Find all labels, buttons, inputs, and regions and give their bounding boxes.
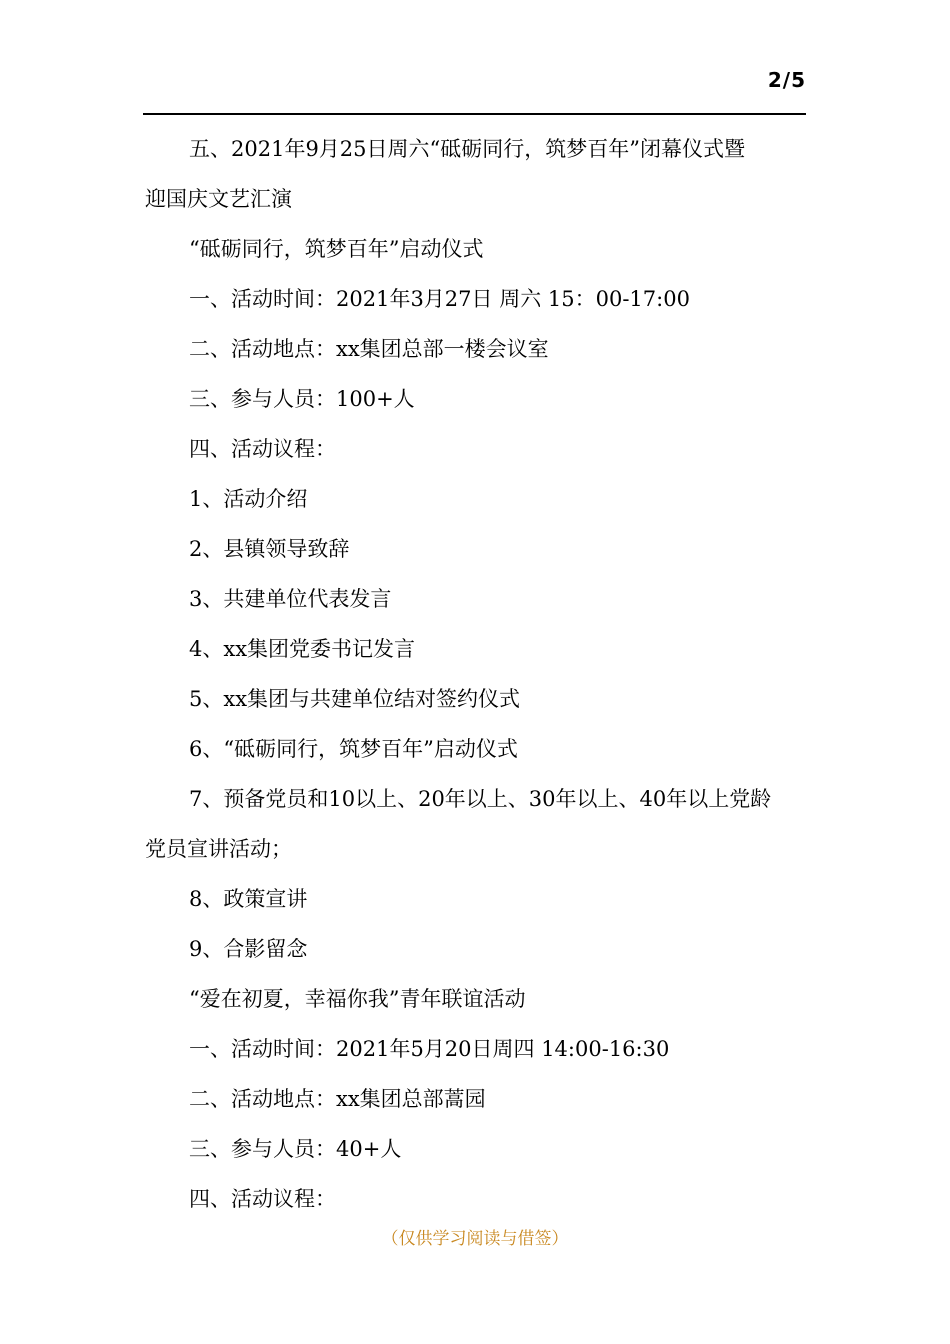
paragraph-line: 二、活动地点：xx集团总部蒿园	[189, 1087, 486, 1111]
footer-disclaimer: （仅供学习阅读与借签）	[381, 1229, 569, 1249]
paragraph-line: 三、参与人员：100+人	[189, 387, 415, 411]
paragraph-line: 迎国庆文艺汇演	[145, 187, 292, 211]
paragraph-line: 8、政策宣讲	[189, 887, 308, 911]
paragraph-line: 五、2021年9月25日周六“砥砺同行，筑梦百年”闭幕仪式暨	[189, 137, 745, 161]
document-body	[145, 124, 807, 1224]
paragraph-line: 2、县镇领导致辞	[189, 537, 350, 561]
paragraph-line: 4、xx集团党委书记发言	[189, 637, 416, 661]
paragraph-line: 一、活动时间：2021年3月27日 周六 15：00-17:00	[189, 287, 690, 311]
paragraph-line: 三、参与人员：40+人	[189, 1137, 402, 1161]
paragraph-line: 5、xx集团与共建单位结对签约仪式	[189, 687, 521, 711]
header-divider	[143, 113, 806, 115]
paragraph-line: 党员宣讲活动；	[145, 837, 292, 861]
paragraph-line: 二、活动地点：xx集团总部一楼会议室	[189, 337, 549, 361]
paragraph-line: 1、活动介绍	[189, 487, 308, 511]
paragraph-line: 3、共建单位代表发言	[189, 587, 392, 611]
paragraph-line: 一、活动时间：2021年5月20日周四 14:00-16:30	[189, 1037, 670, 1061]
paragraph-line: 7、预备党员和10以上、20年以上、30年以上、40年以上党龄	[189, 787, 772, 811]
paragraph-line: 四、活动议程：	[189, 437, 336, 461]
paragraph-line: 9、合影留念	[189, 937, 308, 961]
paragraph-line: “爱在初夏，幸福你我”青年联谊活动	[189, 987, 526, 1011]
paragraph-line: 四、活动议程：	[189, 1187, 336, 1211]
paragraph-line: “砥砺同行，筑梦百年”启动仪式	[189, 237, 484, 261]
paragraph-line: 6、“砥砺同行，筑梦百年”启动仪式	[189, 737, 518, 761]
page-number: 2/5	[767, 68, 806, 92]
